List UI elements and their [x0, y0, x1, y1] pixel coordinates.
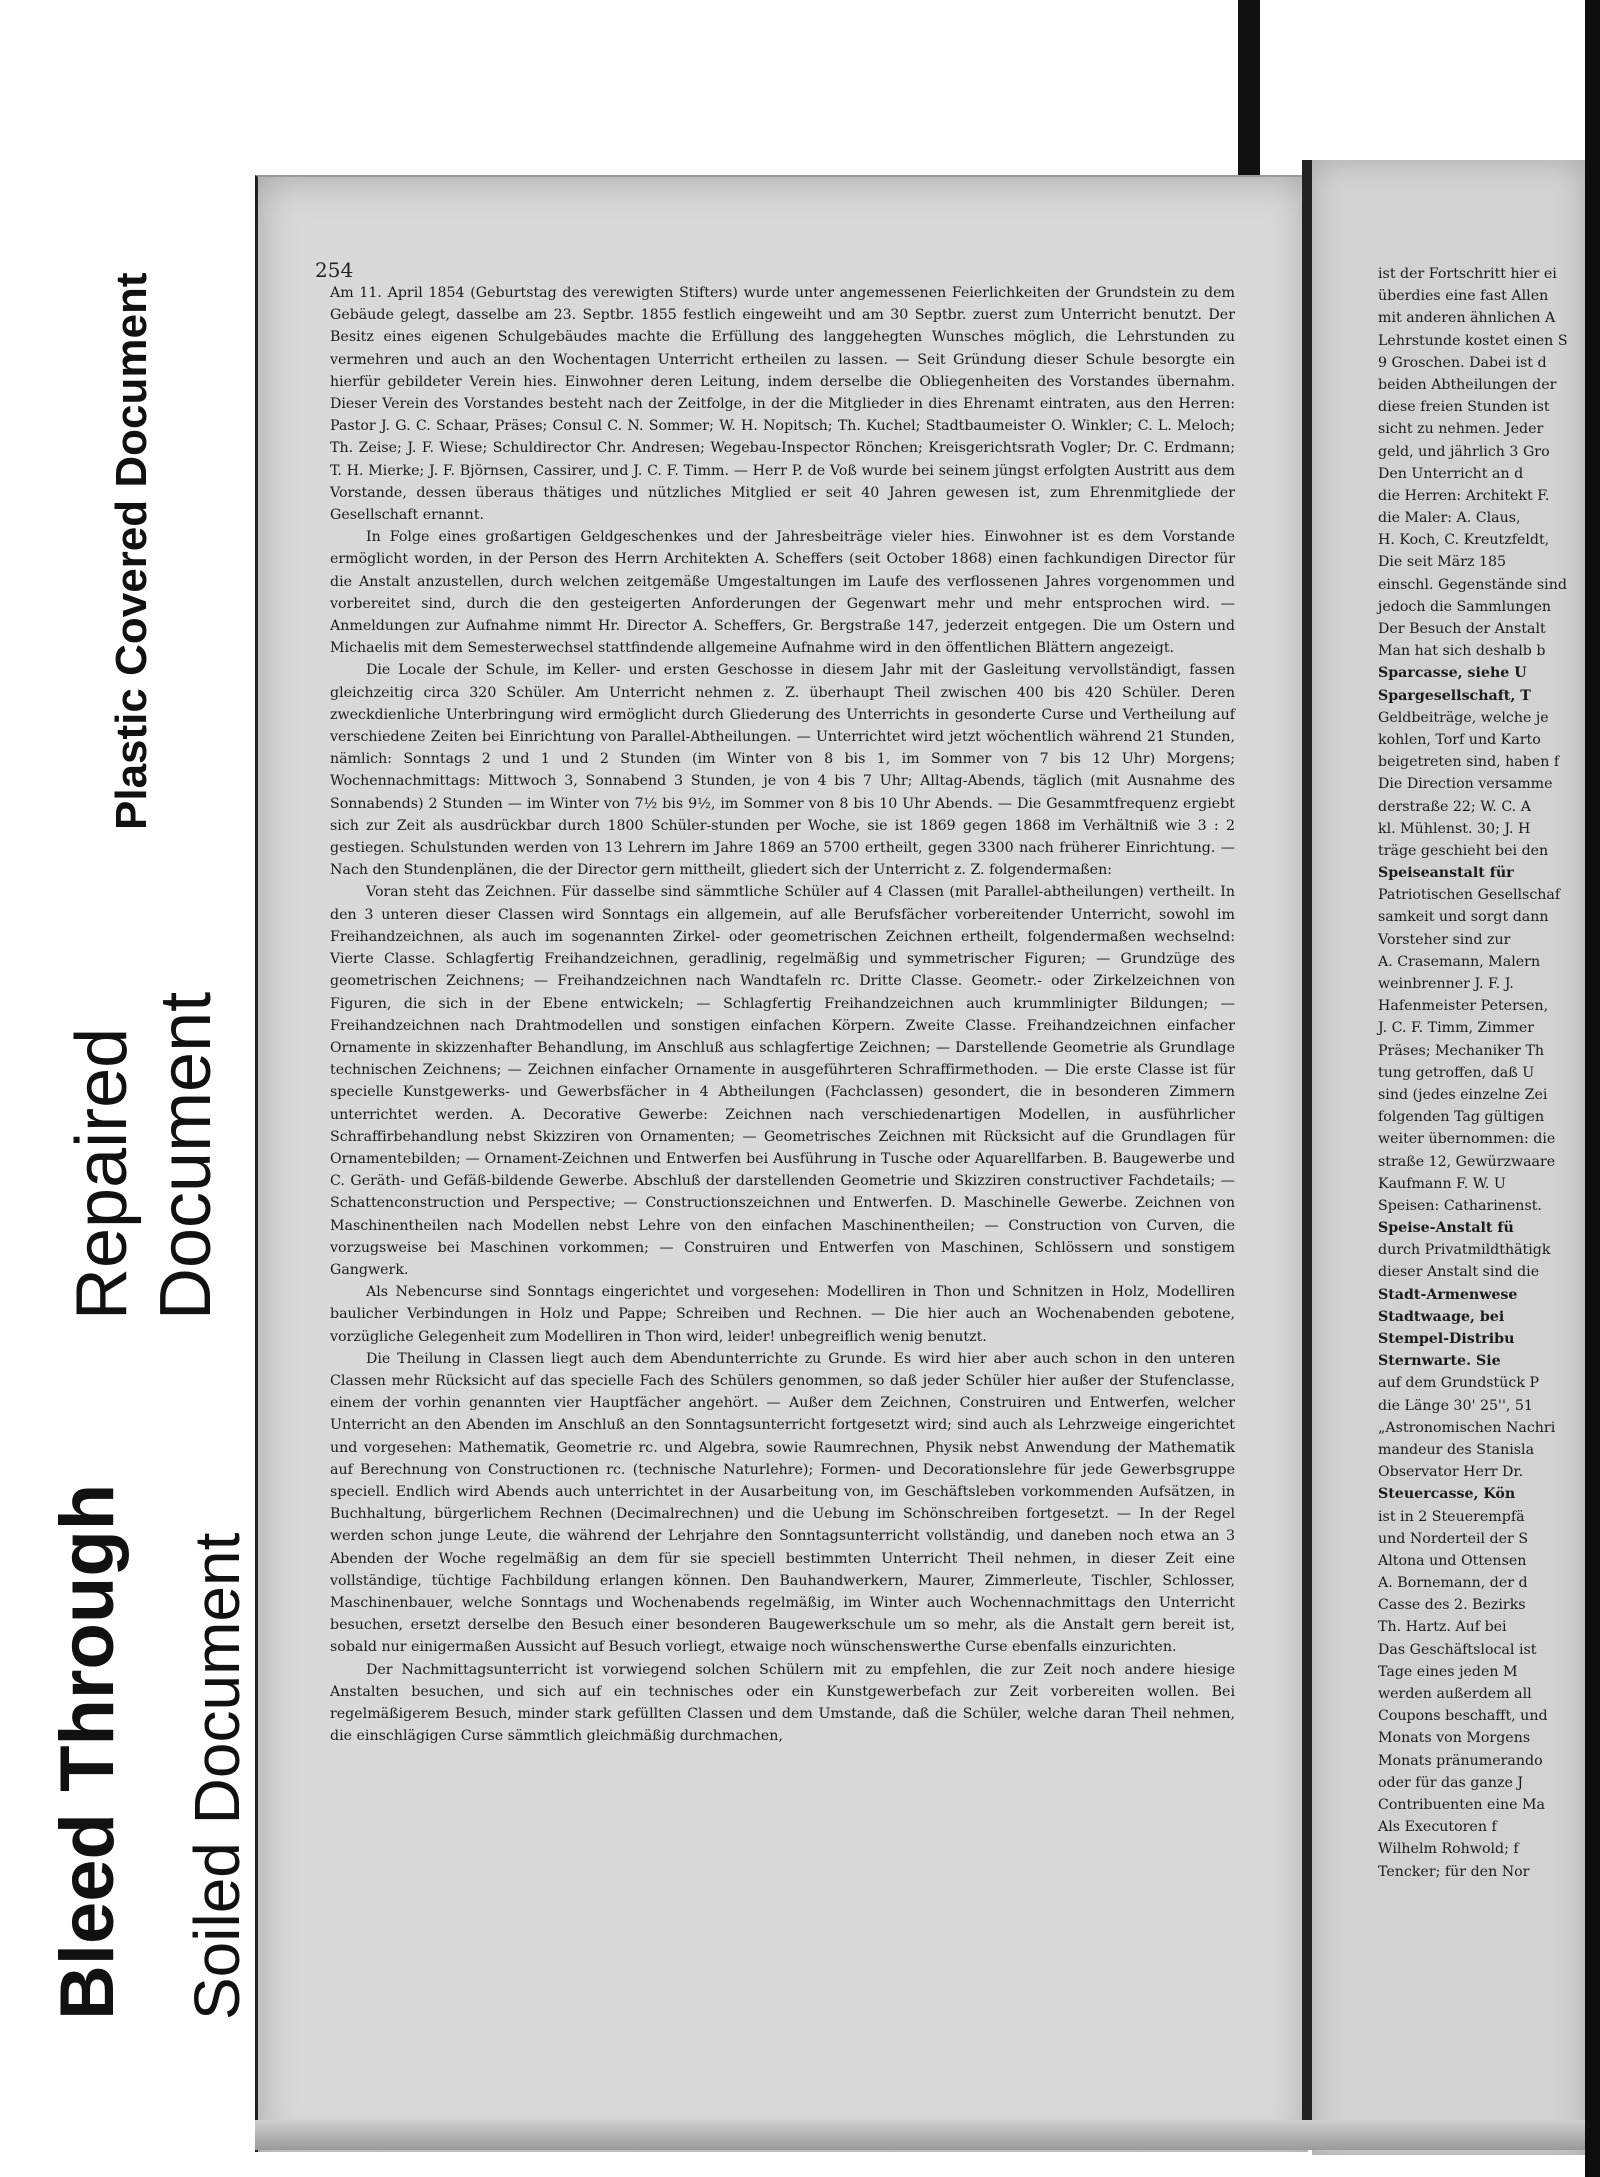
right-column-line: einschl. Gegenstände sind: [1378, 576, 1567, 593]
right-column-line: Sparcasse, siehe U: [1378, 665, 1527, 682]
label-plastic-covered: Plastic Covered Document: [107, 272, 156, 830]
paragraph: Am 11. April 1854 (Geburtstag des verewigten Stifters) wurde unter angemessenen Feierlichkeiten der Grundstein zu dem Gebäude gelegt, dasselbe am 23. Septbr. 1855 festlich eingeweiht und am 30 Septbr. zuerst zum Unterricht benutzt. Der Besitz eines eigenen Schulgebäudes machte die Erfüllung des langgehegten Wunsches möglich, die Lehrstunden zu vermehren und auch an den Wochentagen Unterricht ertheilen zu lassen. — Seit Gründung dieser Schule besorgte ein hierfür gebildeter Verein hies. Einwohner deren Leitung, indem derselbe die Obliegenheiten des Vorstandes übernahm. Dieser Verein des Vorstandes besteht nach der Zeitfolge, in der die Mitglieder in dies Ehrenamt eintraten, aus den Herren: Pastor J. G. C. Schaar, Präses; Consul C. N. Sommer; W. H. Nopitsch; Th. Kuchel; Stadtbaumeister O. Winkler; C. L. Meloch; Th. Zeise; J. F. Wiese; Schuldirector Chr. Andresen; Wegebau-Inspector Rönchen; Kreisgerichtsrath Vogler; Dr. C. Erdmann; T. H. Mierke; J. F. Björnsen, Cassirer, und J. C. F. Timm. — Herr P. de Voß wurde bei seinem jüngst erfolgten Austritt aus dem Vorstande, dessen überaus thätiges und nützliches Mitglied er seit 40 Jahren gewesen ist, zum Ehrenmitgliede der Gesellschaft ernannt.: [330, 285, 1235, 524]
right-column-line: Vorsteher sind zur: [1378, 931, 1511, 948]
right-column-line: kohlen, Torf und Karto: [1378, 731, 1541, 748]
right-column-line: Die seit März 185: [1378, 554, 1507, 571]
paragraph: Die Theilung in Classen liegt auch dem Abendunterrichte zu Grunde. Es wird hier aber auch schon in den unteren Classen mehr Rücksicht auf das specielle Fach des Schülers genommen, so daß jeder Schüler hier außer der Stufenclasse, einem der vorhin genannten vier Hauptfächer angehört. — Außer dem Zeichnen, Construiren und Entwerfen, welcher Unterricht an den Abenden im Anschluß an den Sonntagsunterricht fortgesetzt wird; sind auch als Lehrzweige eingerichtet und vorgesehen: Mathematik, Geometrie rc. und Algebra, sowie Raumrechnen, Physik nebst Anwendung der Mathematik auf Berechnung von Constructionen rc. (technische Naturlehre); Formen- und Decorationslehre für jede Gewerbsgruppe speciell. Endlich wird Abends auch unterrichtet in der Ausarbeitung von, im Geschäftsleben vorkommenden Aufsätzen, in Buchhaltung, bürgerlichem Rechnen (Decimalrechnen) und die Uebung im Schönschreiben fortgesetzt. — In der Regel werden schon junge Leute, die während der Lehrjahre den Sonntagsunterricht vollständig, und daneben noch etwa an 3 Abenden der Woche regelmäßig an dem für sie speciell bestimmten Unterricht Theil nehmen, in dieser Zeit eine vollständige, tüchtige Fachbildung erlangen können. Den Bauhandwerkern, Maurer, Zimmerleute, Tischler, Schlosser, Maschinenbauer, welche Sonntags und Wochenabends regelmäßig, im Winter auch Wochennachmittags den Unterricht besuchen, ersetzt derselbe den Besuch einer besonderen Baugewerkschule um so mehr, als die Anstalt gern bereit ist, sobald nur einigermaßen Aussicht auf Besuch vorliegt, etwaige noch wünschenswerthe Curse ebenfalls einzurichten.: [330, 1350, 1235, 1656]
right-column-line: Speise-Anstalt fü: [1378, 1220, 1514, 1237]
right-column-line: derstraße 22; W. C. A: [1378, 798, 1531, 815]
right-column-line: Observator Herr Dr.: [1378, 1464, 1524, 1481]
right-column-line: A. Bornemann, der d: [1378, 1575, 1528, 1592]
right-column-line: Altona und Ottensen: [1378, 1552, 1527, 1569]
right-column-line: Hafenmeister Petersen,: [1378, 998, 1549, 1015]
right-column-line: Spargesellschaft, T: [1378, 687, 1531, 704]
page-bottom-shadow: [255, 2120, 1585, 2150]
label-repaired: Repaired: [62, 1027, 142, 1320]
right-column-line: folgenden Tag gültigen: [1378, 1109, 1545, 1126]
right-column-line: ist der Fortschritt hier ei: [1378, 266, 1557, 282]
right-column-line: Das Geschäftslocal ist: [1378, 1641, 1537, 1658]
right-column-line: und Norderteil der S: [1378, 1530, 1529, 1547]
right-column-line: oder für das ganze J: [1378, 1774, 1524, 1791]
right-column-line: A. Crasemann, Malern: [1378, 953, 1541, 970]
scan-edge-bar: [1238, 0, 1260, 175]
right-column-line: beiden Abtheilungen der: [1378, 376, 1557, 393]
right-column-line: Sternwarte. Sie: [1378, 1353, 1501, 1370]
right-column-line: Stadt-Armenwese: [1378, 1286, 1518, 1303]
right-column-line: Contribuenten eine Ma: [1378, 1796, 1546, 1813]
right-column-line: Den Unterricht an d: [1378, 465, 1524, 482]
right-column-line: Als Executoren f: [1378, 1819, 1497, 1836]
right-column-line: Monats pränumerando: [1378, 1752, 1543, 1769]
right-column-line: Coupons beschafft, und: [1378, 1708, 1548, 1725]
paragraph: Der Nachmittagsunterricht ist vorwiegend solchen Schülern mit zu empfehlen, die zur Zeit noch andere hiesige Anstalten besuchen, und sich auf ein technisches oder ein Kunstgewerbefach zur Zeit vorbereiten wollen. Bei regelmäßigerem Besuch, minder stark gefüllten Classen und dem Umstande, daß die Schüler, welche daran Theil nehmen, die einschlägigen Curse sämmtlich gleichmäßig durchmachen,: [330, 1661, 1235, 1745]
right-column-line: sind (jedes einzelne Zei: [1378, 1086, 1548, 1103]
right-column-line: J. C. F. Timm, Zimmer: [1378, 1020, 1535, 1037]
right-column-line: mandeur des Stanisla: [1378, 1441, 1535, 1458]
right-column-line: dieser Anstalt sind die: [1378, 1264, 1540, 1281]
right-column-line: tung getroffen, daß U: [1378, 1064, 1535, 1081]
right-column-line: diese freien Stunden ist: [1378, 399, 1550, 416]
right-column-line: Kaufmann F. W. U: [1378, 1175, 1506, 1192]
right-column-line: werden außerdem all: [1378, 1686, 1532, 1702]
right-column-text: [1378, 263, 1600, 1883]
right-column-line: Stadtwaage, bei: [1378, 1308, 1505, 1325]
right-column-line: sicht zu nehmen. Jeder: [1378, 421, 1544, 438]
right-column-line: Steuercasse, Kön: [1378, 1486, 1516, 1503]
label-soiled: Soiled Document: [181, 1532, 253, 2020]
right-column-line: durch Privatmildthätigk: [1378, 1242, 1551, 1259]
right-column-line: Die Direction versamme: [1378, 776, 1553, 793]
right-column-line: Lehrstunde kostet einen S: [1378, 332, 1568, 349]
paragraph: Als Nebencurse sind Sonntags eingerichtet und vorgesehen: Modelliren in Thon und Schnitzen in Holz, Modelliren baulicher Verbindungen in Holz und Pappe; Schreiben und Rechnen. — Die hier auch an Wochenabenden gebotene, vorzügliche Gelegenheit zum Modelliren in Thon wird, leider! unbegreiflich wenig benutzt.: [330, 1284, 1235, 1345]
label-bleed-through: Bleed Through: [45, 1483, 130, 2020]
right-column-line: 9 Groschen. Dabei ist d: [1378, 354, 1547, 371]
right-column-line: die Herren: Architekt F.: [1378, 487, 1550, 504]
right-column-line: jedoch die Sammlungen: [1378, 598, 1552, 615]
label-repaired-document: Document: [146, 991, 226, 1320]
right-column-line: beigetreten sind, haben f: [1378, 754, 1560, 771]
right-column-line: kl. Mühlenst. 30; J. H: [1378, 820, 1531, 837]
right-column-line: Monats von Morgens: [1378, 1730, 1531, 1747]
right-column-line: Tencker; für den Nor: [1378, 1863, 1530, 1880]
right-column-line: auf dem Grundstück P: [1378, 1375, 1539, 1392]
right-column-line: H. Koch, C. Kreutzfeldt,: [1378, 532, 1550, 549]
right-column-line: „Astronomischen Nachri: [1378, 1419, 1556, 1436]
right-column-line: die Länge 30' 25'', 51: [1378, 1397, 1533, 1414]
right-column-line: geld, und jährlich 3 Gro: [1378, 443, 1550, 460]
book-gutter: [1302, 160, 1312, 2150]
right-column-line: Man hat sich deshalb b: [1378, 643, 1546, 660]
right-column-line: die Maler: A. Claus,: [1378, 510, 1521, 527]
right-column-line: Geldbeiträge, welche je: [1378, 709, 1549, 726]
right-column-line: weinbrenner J. F. J.: [1378, 976, 1514, 992]
paragraph: Die Locale der Schule, im Keller- und ersten Geschosse in diesem Jahr mit der Gasleitung vervollständigt, fassen gleichzeitig circa 320 Schüler. Am Unterricht nehmen z. Z. überhaupt Theil zwischen 400 bis 420 Schüler. Deren zweckdienliche Unterbringung wird ermöglicht durch Gliederung des Unterrichts in gesonderte Curse und Vertheilung auf verschiedene Zeiten bei Einrichtung von Parallel-Abtheilungen. — Unterrichtet wird jetzt wöchentlich während 21 Stunden, nämlich: Sonntags 2 und 1 und 2 Stunden (im Winter von 8 bis 1, im Sommer von 7 bis 12 Uhr) Morgens; Wochennachmittags: Mittwoch 3, Sonnabend 3 Stunden, je von 4 bis 7 Uhr; Alltag-Abends, täglich (mit Ausnahme des Sonnabends) 2 Stunden — im Winter von 7½ bis 9½, im Sommer von 8 bis 10 Uhr Abends. — Die Gesammtfrequenz ergiebt sich zur Zeit als ausdrückbar durch 1800 Schüler-stunden per Woche, sie ist 1869 gegen 1868 im Verhältniß wie 3 : 2 gestiegen. Schulstunden werden von 13 Lehrern im Jahre 1869 an 5700 ertheilt, gegen 3300 nach früherer Einrichtung. — Nach den Stundenplänen, die der Director gern mittheilt, gliedert sich der Unterricht z. Z. folgendermaßen:: [330, 662, 1235, 879]
right-column-line: Der Besuch der Anstalt: [1378, 621, 1546, 637]
right-column-line: mit anderen ähnlichen A: [1378, 310, 1556, 327]
right-column-line: weiter übernommen: die: [1378, 1131, 1556, 1148]
right-column-line: straße 12, Gewürzwaare: [1378, 1153, 1556, 1170]
right-column-line: Wilhelm Rohwold; f: [1378, 1841, 1519, 1858]
right-column-line: Speisen: Catharinenst.: [1378, 1197, 1542, 1214]
right-column-line: überdies eine fast Allen: [1378, 288, 1549, 305]
main-text: [330, 282, 1235, 1747]
right-column-line: Tage eines jeden M: [1378, 1663, 1518, 1680]
right-column-line: Stempel-Distribu: [1378, 1331, 1515, 1347]
paragraph: Voran steht das Zeichnen. Für dasselbe sind sämmtliche Schüler auf 4 Classen (mit Parallel-abtheilungen) vertheilt. In den 3 unteren dieser Classen wird Sonntags ein allgemein, auf alle Berufsfächer vorbereitender Unterricht, sowohl im Freihandzeichnen, als auch im sogenannten Zirkel- oder geometrischen Zeichnen ertheilt, folgendermaßen wechselnd: Vierte Classe. Schlagfertig Freihandzeichnen, geradlinig, regelmäßig und symmetrischer Figuren; — Grundzüge des geometrischen Zeichnens; — Freihandzeichnen nach Wandtafeln rc. Dritte Classe. Geometr.- oder Zirkelzeichnen von Figuren, die sich in der Ebene entwickeln; — Schlagfertig Freihandzeichnen auch krummlinigter Bildungen; — Freihandzeichnen nach Drahtmodellen und sonstigen einfachen Körpern. Zweite Classe. Freihandzeichnen einfacher Ornamente in skizzenhafter Behandlung, im Anschluß aus schlagfertige Zeichnen; — Darstellende Geometrie als Grundlage technischen Zeichnens; — Zeichnen einfacher Ornamente in ausgeführteren Schraffirmethoden. — Die erste Classe ist für specielle Kunstgewerks- und Gewerbsfächer in 4 Abtheilungen (Fachclassen) gesondert, die in besonderen Zimmern unterrichtet werden. A. Decorative Gewerbe: Zeichnen nach verschiedenartigen Modellen, in ausführlicher Schraffirbehandlung nebst Skizziren von Ornamenten; — Geometrisches Zeichnen mit Rücksicht auf die Grundlagen für Ornamentebilden; — Ornament-Zeichnen und Entwerfen bei Ausführung in Tusche oder Aquarellfarben. B. Baugewerbe und C. Geräth- und Gefäß-bildende Gewerbe. Abschluß der darstellenden Geometrie und Skizziren constructiver Fachdetails; — Schattenconstruction und Perspective; — Constructionszeichnen und Entwerfen. D. Maschinelle Gewerbe. Zeichnen von Maschinentheilen nach Modellen nebst Lehre von den einfachen Maschinentheilen; — Construction von Curven, die vorzugsweise bei Maschinen vorkommen; — Construiren und Entwerfen von Maschinen, Schlössern und sonstigem Gangwerk.: [330, 884, 1235, 1278]
right-column-line: samkeit und sorgt dann: [1378, 909, 1549, 926]
right-column-line: Casse des 2. Bezirks: [1378, 1597, 1526, 1614]
right-column-line: träge geschieht bei den: [1378, 842, 1549, 859]
right-column-line: Präses; Mechaniker Th: [1378, 1042, 1545, 1059]
right-column-line: ist in 2 Steuerempfä: [1378, 1508, 1525, 1525]
page-number: 254: [315, 258, 354, 282]
right-column-line: Patriotischen Gesellschaf: [1378, 887, 1561, 904]
right-column-line: Speiseanstalt für: [1378, 865, 1514, 882]
paragraph: In Folge eines großartigen Geldgeschenkes und der Jahresbeiträge vieler hies. Einwohner ist es dem Vorstande ermöglicht worden, in der Person des Herrn Architekten A. Scheffers (seit October 1868) einen fachkundigen Director für die Anstalt anzustellen, durch welchen zeitgemäße Umgestaltungen im Laufe des verflossenen Jahres vorgenommen und vorbereitet sind, durch die den gesteigerten Anforderungen der Gegenwart mehr und mehr entsprochen wird. — Anmeldungen zur Aufnahme nimmt Hr. Director A. Scheffers, Gr. Bergstraße 147, jederzeit entgegen. Die um Ostern und Michaelis mit dem Semesterwechsel stattfindende allgemeine Aufnahme wird in den öffentlichen Blättern angezeigt.: [330, 529, 1235, 657]
right-column-line: Th. Hartz. Auf bei: [1378, 1619, 1507, 1636]
